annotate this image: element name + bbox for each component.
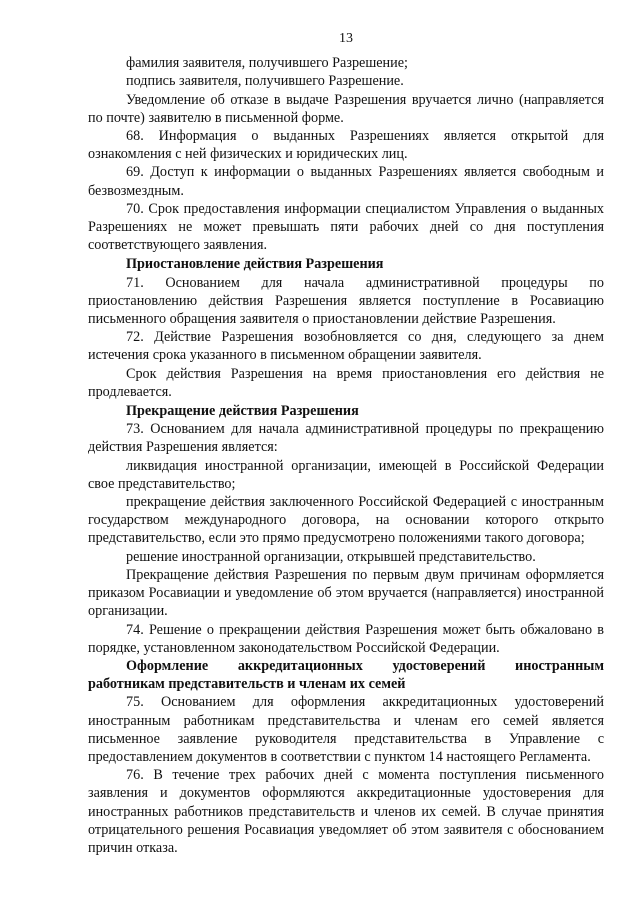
paragraph: 72. Действие Разрешения возобновляется со дня, следующего за днем истечения срока указанного в письменном обращении заявителя. — [88, 329, 604, 364]
paragraph: 68. Информация о выданных Разрешениях является открытой для ознакомления с ней физических и юридических лиц. — [88, 128, 604, 163]
paragraph: подпись заявителя, получившего Разрешение. — [126, 73, 404, 90]
paragraph: 69. Доступ к информации о выданных Разрешениях является свободным и безвозмездным. — [88, 164, 604, 199]
paragraph: фамилия заявителя, получившего Разрешение; — [126, 55, 408, 72]
page-number: 13 — [339, 31, 353, 46]
paragraph: 74. Решение о прекращении действия Разрешения может быть обжаловано в порядке, установленном законодательством Российской Федерации. — [88, 621, 604, 656]
paragraph: 75. Основанием для оформления аккредитационных удостоверений иностранным работникам представительства и членам его семей является письменное заявление руководителя представительства в Управление с предоставлением документов в соответствии с пунктом 14 настоящего Регламента. — [88, 694, 604, 765]
paragraph: Срок действия Разрешения на время приостановления его действия не продлевается. — [88, 365, 604, 400]
paragraph: решение иностранной организации, открывшей представительство. — [126, 548, 536, 565]
section-heading: Прекращение действия Разрешения — [126, 403, 359, 420]
paragraph: ликвидация иностранной организации, имеющей в Российской Федерации свое представительство; — [88, 457, 604, 492]
paragraph: прекращение действия заключенного Российской Федерацией с иностранным государством международного договора, на основании которого открыто представительство, если это прямо предусмотрено положениями такого договора; — [88, 494, 604, 547]
paragraph: 71. Основанием для начала административной процедуры по приостановлению действия Разрешения является поступление в Росавиацию письменного обращения заявителя о приостановлении действие Разрешения. — [88, 274, 604, 328]
section-heading: Оформление аккредитационных удостоверений иностранным работникам представительств и членам их семей — [88, 657, 604, 693]
paragraph: Прекращение действия Разрешения по первым двум причинам оформляется приказом Росавиации и уведомление об этом вручается (направляется) иностранной организации. — [88, 566, 604, 620]
section-heading: Приостановление действия Разрешения — [126, 256, 384, 273]
paragraph: Уведомление об отказе в выдаче Разрешения вручается лично (направляется по почте) заявителю в письменной форме. — [88, 91, 604, 126]
paragraph: 76. В течение трех рабочих дней с момента поступления письменного заявления и документов оформляются аккредитационные удостоверения для иностранных работников представительств и членов их семей. В случае принятия отрицательного решения Росавиация уведомляет об этом заявителя с обоснованием причин отказа. — [88, 767, 604, 856]
document-page — [88, 30, 604, 857]
paragraph: 73. Основанием для начала административной процедуры по прекращению действия Разрешения является: — [88, 421, 604, 456]
paragraph: 70. Срок предоставления информации специалистом Управления о выданных Разрешениях не может превышать пяти рабочих дней со дня поступления соответствующего заявления. — [88, 200, 604, 254]
